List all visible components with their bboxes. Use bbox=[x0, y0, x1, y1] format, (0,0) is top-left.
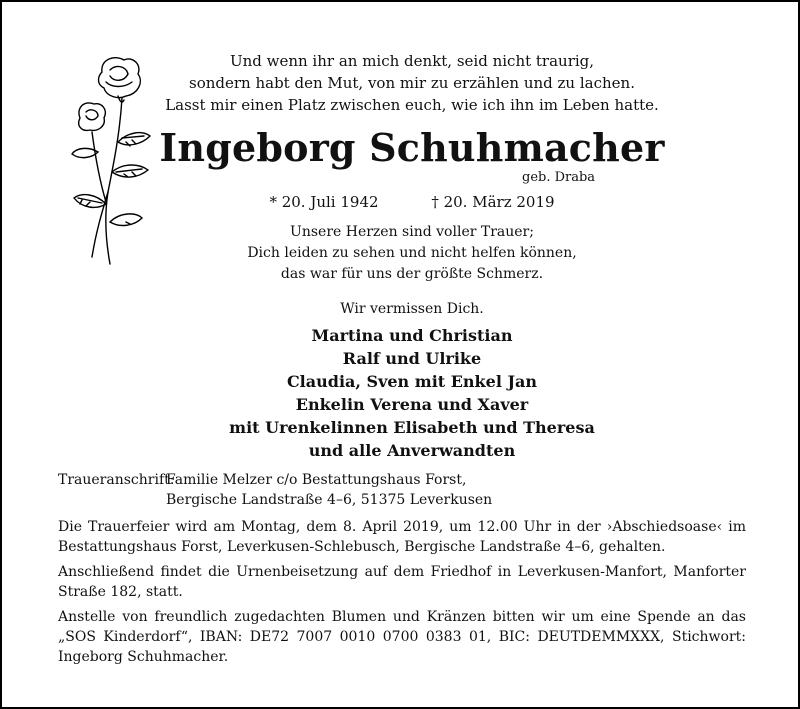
opening-poem bbox=[152, 50, 672, 116]
ceremony-info: Die Trauerfeier wird am Montag, dem 8. April 2019, um 12.00 Uhr in der ›Abschiedsoase‹ im Bestattungshaus Forst, Leverkusen-Schlebusch, Bergische Landstraße 4–6, gehalten. bbox=[58, 519, 746, 555]
mourning-poem bbox=[152, 222, 672, 285]
birth-date: * 20. Juli 1942 bbox=[269, 193, 379, 211]
poem-line: Lasst mir einen Platz zwischen euch, wie ich ihn im Leben hatte. bbox=[165, 96, 659, 114]
mourner-line: Enkelin Verena und Xaver bbox=[295, 395, 529, 414]
address-label: Traueranschrift: bbox=[58, 472, 175, 488]
address-line: Familie Melzer c/o Bestattungshaus Forst, bbox=[166, 472, 467, 488]
miss-line: Wir vermissen Dich. bbox=[340, 301, 484, 317]
death-date: † 20. März 2019 bbox=[431, 193, 555, 211]
mourner-line: Ralf und Ulrike bbox=[342, 349, 482, 368]
deceased-name: Ingeborg Schuhmacher bbox=[159, 125, 665, 170]
mourner-line: mit Urenkelinnen Elisabeth und Theresa bbox=[229, 418, 595, 437]
burial-info: Anschließend findet die Urnenbeisetzung auf dem Friedhof in Leverkusen-Manfort, Manforter Straße 182, statt. bbox=[58, 564, 746, 600]
mourner-line: Martina und Christian bbox=[311, 326, 513, 345]
birth-name: geb. Draba bbox=[522, 170, 596, 185]
donation-info: Anstelle von freundlich zugedachten Blumen und Kränzen bitten wir um eine Spende an das „SOS Kinderdorf“, IBAN: DE72 7007 0010 0700 0383 01, BIC: DEUTDEMMXXX, Stichwort: Ingeborg Schuhmacher. bbox=[58, 609, 746, 665]
mourners-list bbox=[152, 324, 672, 462]
poem-line: Dich leiden zu sehen und nicht helfen können, bbox=[247, 245, 577, 261]
poem-line: das war für uns der größte Schmerz. bbox=[280, 266, 544, 282]
address-line: Bergische Landstraße 4–6, 51375 Leverkusen bbox=[166, 492, 493, 508]
life-dates bbox=[152, 193, 672, 211]
mourner-line: Claudia, Sven mit Enkel Jan bbox=[286, 372, 538, 391]
mourner-line: und alle Anverwandten bbox=[308, 441, 516, 460]
poem-line: Und wenn ihr an mich denkt, seid nicht traurig, bbox=[229, 52, 595, 70]
mourning-address bbox=[58, 470, 746, 510]
poem-line: Unsere Herzen sind voller Trauer; bbox=[290, 224, 534, 240]
poem-line: sondern habt den Mut, von mir zu erzählen und zu lachen. bbox=[189, 74, 635, 92]
